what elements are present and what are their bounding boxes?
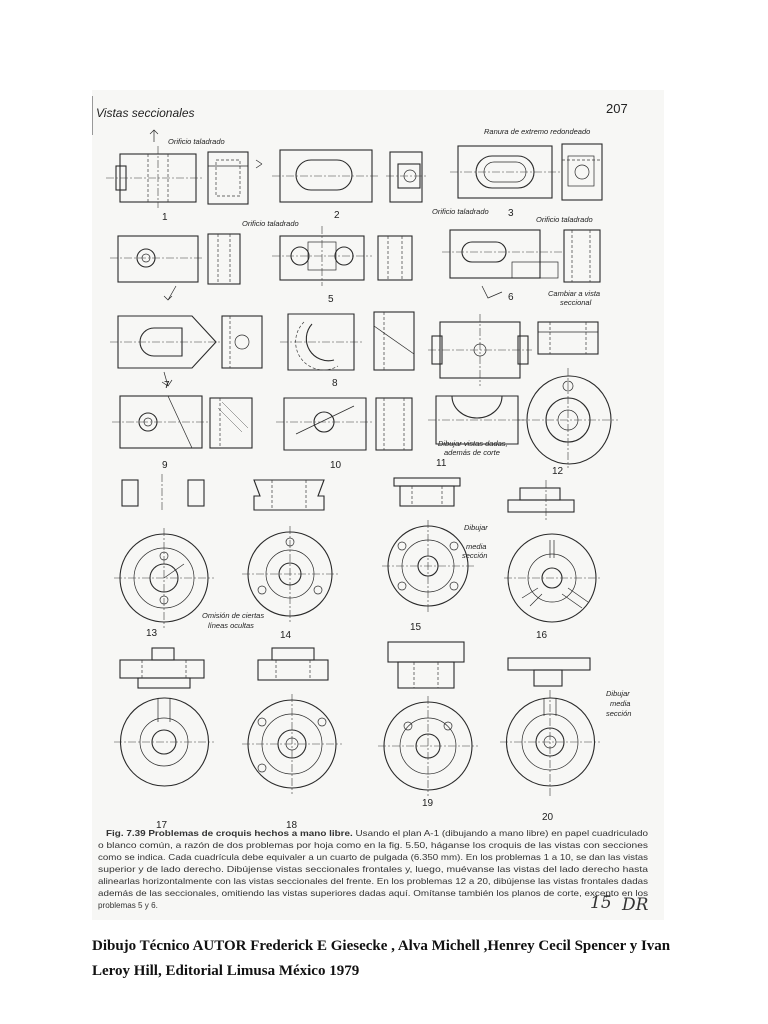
note-media20-line3: sección <box>606 709 632 718</box>
caption-bold: Fig. 7.39 Problemas de croquis hechos a mano libre. <box>106 829 308 838</box>
figure-caption <box>98 829 649 910</box>
problem-4-drawing <box>110 234 240 300</box>
note-media20-line1: Dibujar <box>606 689 630 698</box>
caption-text-1: Usando el plan A-1 (dibujando a mano libre) en papel cuadriculado <box>355 829 595 838</box>
figure-number-3: 3 <box>508 208 514 219</box>
note-omision-line2: líneas ocultas <box>208 621 254 630</box>
figure-number-1: 1 <box>162 212 168 223</box>
figure-number-8: 8 <box>332 378 338 389</box>
figure-number-9: 9 <box>162 460 168 471</box>
figure-number-14: 14 <box>280 630 292 641</box>
note-media20-line2: media <box>610 699 631 708</box>
note-cambiar-line1: Cambiar a vista <box>548 289 601 298</box>
problem-11-top-drawing <box>428 314 532 386</box>
figure-number-10: 10 <box>330 460 342 471</box>
problem-2-drawing <box>272 150 428 202</box>
note-media15-line2: media <box>466 542 487 551</box>
note-media15-line3: sección <box>462 551 488 560</box>
problem-10-drawing <box>276 398 412 450</box>
figure-number-12: 12 <box>552 466 564 477</box>
problem-8-drawing <box>280 312 414 370</box>
figure-number-20: 20 <box>542 812 554 823</box>
problem-7-drawing <box>110 316 262 386</box>
caption-line-2: o blanco común, a razón de dos problemas por hoja como en la fig. 5.50, háganse los croquis de las vistas con secciones <box>98 841 648 850</box>
problem-14-drawing <box>242 480 338 622</box>
book-citation: Dibujo Técnico AUTOR Frederick E Giesecke , Alva Michell ,Henrey Cecil Spencer y Ivan Leroy Hill, Editorial Limusa México 1979 <box>92 938 671 979</box>
problem-16-drawing <box>504 480 600 622</box>
problem-12-drawing <box>518 368 618 468</box>
caption-line-1 <box>106 829 649 838</box>
note-orificio-taladrado-5: Orificio taladrado <box>242 219 299 228</box>
caption-line-6: además de las seccionales, omitiendo las vistas superiores dadas aquí. Omítanse también los planos de corte, excepto en los <box>98 889 648 898</box>
section-title: Vistas seccionales <box>96 106 195 120</box>
figure-number-11: 11 <box>436 458 447 469</box>
note-dibujar-vistas-line1: Dibujar vistas dadas, <box>438 439 508 448</box>
problem-6-drawing <box>442 230 600 298</box>
figure-number-17: 17 <box>156 820 168 831</box>
figure-number-2: 2 <box>334 210 340 221</box>
caption-line-3: como se indica. Cada cuadrícula debe equivaler a un cuarto de pulgada (6.350 mm). En los problemas 1 a 10, se dan las vistas <box>98 853 648 862</box>
problem-9-drawing <box>112 396 252 448</box>
problem-19-drawing <box>378 642 478 796</box>
note-orificio-taladrado-6: Orificio taladrado <box>536 215 593 224</box>
problem-17-drawing <box>114 648 214 786</box>
figure-number-16: 16 <box>536 630 548 641</box>
problem-13-drawing <box>114 474 214 628</box>
figure-number-15: 15 <box>410 622 422 633</box>
problem-5-drawing <box>272 226 412 286</box>
caption-line-7: problemas 5 y 6. <box>98 901 158 910</box>
problem-15-drawing <box>382 478 474 612</box>
problem-3-drawing <box>450 144 602 200</box>
problem-18-drawing <box>242 648 342 794</box>
problem-12-top-drawing <box>538 322 598 354</box>
handwritten-page-mark: 15 <box>590 893 612 913</box>
note-orificio-taladrado-3: Orificio taladrado <box>432 207 489 216</box>
caption-line-5: alinearlas horizontalmente con las vistas seccionales del frente. En los problemas 12 a 20, dibújense las vistas frontales dadas <box>98 877 648 886</box>
figure-number-5: 5 <box>328 294 334 305</box>
figure-number-7: 7 <box>164 380 170 391</box>
page-number: 207 <box>606 101 628 116</box>
caption-line-4: superior y de lado derecho. Dibújense vistas seccionales frontales y, luego, muévanse las vistas del lado derecho hasta <box>98 865 649 874</box>
note-dibujar-vistas-line2: además de corte <box>444 448 500 457</box>
note-media15-line1: Dibujar <box>464 523 488 532</box>
problem-20-drawing <box>500 658 600 796</box>
figure-number-6: 6 <box>508 292 514 303</box>
technical-drawing-sheet <box>92 90 664 920</box>
problem-11-drawing <box>428 396 526 444</box>
note-ranura-extremo: Ranura de extremo redondeado <box>484 127 591 136</box>
figure-number-18: 18 <box>286 820 298 831</box>
note-omision-line1: Omisión de ciertas <box>202 611 265 620</box>
note-cambiar-line2: seccional <box>560 298 592 307</box>
figure-number-19: 19 <box>422 798 434 809</box>
figure-number-13: 13 <box>146 628 158 639</box>
scanned-textbook-page <box>92 90 664 920</box>
note-orificio-taladrado-1: Orificio taladrado <box>168 137 225 146</box>
handwritten-initials: DR <box>622 895 649 915</box>
